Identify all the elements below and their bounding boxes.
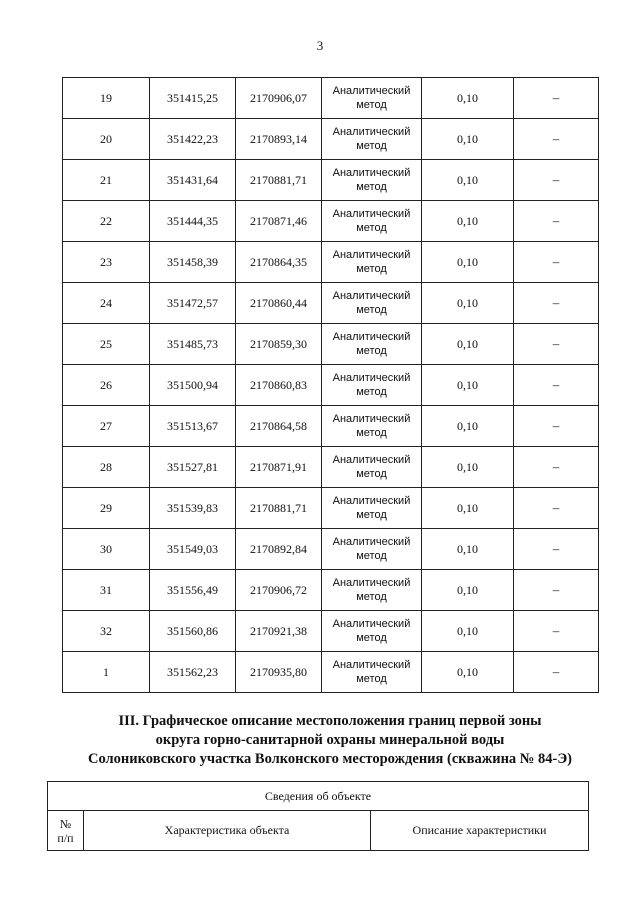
point-number-cell: 26 — [63, 365, 150, 406]
section-heading-line-3: Солониковского участка Волконского месторождения (скважина № 84-Э) — [88, 751, 572, 767]
method-text: Аналитический — [332, 413, 411, 425]
method-cell — [322, 283, 422, 324]
x-coordinate-cell: 351431,64 — [150, 160, 236, 201]
table-row — [63, 529, 599, 570]
accuracy-cell: 0,10 — [422, 447, 514, 488]
method-text: метод — [356, 632, 387, 644]
method-text: метод — [356, 304, 387, 316]
method-text: Аналитический — [332, 659, 411, 671]
col-number-line-1: № — [59, 816, 72, 831]
method-cell — [322, 201, 422, 242]
dash-cell: – — [514, 242, 599, 283]
method-cell — [322, 78, 422, 119]
x-coordinate-cell: 351549,03 — [150, 529, 236, 570]
y-coordinate-cell: 2170871,46 — [236, 201, 322, 242]
method-text: Аналитический — [332, 495, 411, 507]
method-text: метод — [356, 386, 387, 398]
dash-cell: – — [514, 119, 599, 160]
method-text: Аналитический — [332, 249, 411, 261]
method-text: метод — [356, 222, 387, 234]
table-row — [63, 447, 599, 488]
method-text: метод — [356, 99, 387, 111]
y-coordinate-cell: 2170864,35 — [236, 242, 322, 283]
accuracy-cell: 0,10 — [422, 283, 514, 324]
method-text: метод — [356, 509, 387, 521]
x-coordinate-cell: 351513,67 — [150, 406, 236, 447]
method-cell — [322, 447, 422, 488]
dash-cell: – — [514, 160, 599, 201]
y-coordinate-cell: 2170881,71 — [236, 488, 322, 529]
dash-cell: – — [514, 283, 599, 324]
accuracy-cell: 0,10 — [422, 406, 514, 447]
method-cell — [322, 324, 422, 365]
accuracy-cell: 0,10 — [422, 242, 514, 283]
accuracy-cell: 0,10 — [422, 570, 514, 611]
y-coordinate-cell: 2170906,07 — [236, 78, 322, 119]
point-number-cell: 28 — [63, 447, 150, 488]
dash-cell: – — [514, 78, 599, 119]
y-coordinate-cell: 2170860,44 — [236, 283, 322, 324]
method-text: метод — [356, 427, 387, 439]
x-coordinate-cell: 351562,23 — [150, 652, 236, 693]
dash-cell: – — [514, 529, 599, 570]
method-text: Аналитический — [332, 167, 411, 179]
method-text: Аналитический — [332, 290, 411, 302]
col-characteristic-header: Характеристика объекта — [84, 811, 371, 851]
coordinates-table — [62, 77, 599, 693]
method-text: метод — [356, 263, 387, 275]
accuracy-cell: 0,10 — [422, 119, 514, 160]
page-number: 3 — [316, 38, 324, 53]
table-row — [63, 119, 599, 160]
method-cell — [322, 119, 422, 160]
section-heading-line-2: округа горно-санитарной охраны минеральной воды — [155, 732, 505, 748]
dash-cell: – — [514, 447, 599, 488]
table-row — [63, 406, 599, 447]
table-row — [63, 283, 599, 324]
method-cell — [322, 611, 422, 652]
x-coordinate-cell: 351560,86 — [150, 611, 236, 652]
accuracy-cell: 0,10 — [422, 611, 514, 652]
point-number-cell: 29 — [63, 488, 150, 529]
point-number-cell: 32 — [63, 611, 150, 652]
point-number-cell: 25 — [63, 324, 150, 365]
method-cell — [322, 160, 422, 201]
method-text: метод — [356, 140, 387, 152]
point-number-cell: 20 — [63, 119, 150, 160]
method-text: метод — [356, 591, 387, 603]
table-row — [63, 570, 599, 611]
x-coordinate-cell: 351444,35 — [150, 201, 236, 242]
method-text: Аналитический — [332, 372, 411, 384]
point-number-cell: 21 — [63, 160, 150, 201]
y-coordinate-cell: 2170881,71 — [236, 160, 322, 201]
y-coordinate-cell: 2170893,14 — [236, 119, 322, 160]
method-cell — [322, 652, 422, 693]
method-text: метод — [356, 550, 387, 562]
point-number-cell: 22 — [63, 201, 150, 242]
table-row — [63, 324, 599, 365]
dash-cell: – — [514, 365, 599, 406]
accuracy-cell: 0,10 — [422, 529, 514, 570]
method-text: метод — [356, 673, 387, 685]
table-row — [63, 160, 599, 201]
accuracy-cell: 0,10 — [422, 201, 514, 242]
dash-cell: – — [514, 570, 599, 611]
object-info-table — [47, 781, 589, 851]
dash-cell: – — [514, 488, 599, 529]
point-number-cell: 30 — [63, 529, 150, 570]
method-cell — [322, 242, 422, 283]
point-number-cell: 19 — [63, 78, 150, 119]
x-coordinate-cell: 351422,23 — [150, 119, 236, 160]
method-cell — [322, 365, 422, 406]
x-coordinate-cell: 351527,81 — [150, 447, 236, 488]
dash-cell: – — [514, 324, 599, 365]
x-coordinate-cell: 351415,25 — [150, 78, 236, 119]
dash-cell: – — [514, 611, 599, 652]
section-heading — [40, 712, 620, 769]
dash-cell: – — [514, 652, 599, 693]
dash-cell: – — [514, 406, 599, 447]
y-coordinate-cell: 2170921,38 — [236, 611, 322, 652]
col-description-header: Описание характеристики — [371, 811, 589, 851]
method-text: метод — [356, 345, 387, 357]
point-number-cell: 31 — [63, 570, 150, 611]
method-text: Аналитический — [332, 577, 411, 589]
method-text: Аналитический — [332, 126, 411, 138]
table-row — [63, 201, 599, 242]
method-cell — [322, 529, 422, 570]
method-text: метод — [356, 468, 387, 480]
method-text: Аналитический — [332, 536, 411, 548]
table-row — [63, 242, 599, 283]
point-number-cell: 23 — [63, 242, 150, 283]
point-number-cell: 27 — [63, 406, 150, 447]
y-coordinate-cell: 2170892,84 — [236, 529, 322, 570]
method-cell — [322, 570, 422, 611]
accuracy-cell: 0,10 — [422, 365, 514, 406]
x-coordinate-cell: 351500,94 — [150, 365, 236, 406]
table-row — [63, 611, 599, 652]
accuracy-cell: 0,10 — [422, 488, 514, 529]
method-text: метод — [356, 181, 387, 193]
accuracy-cell: 0,10 — [422, 78, 514, 119]
y-coordinate-cell: 2170864,58 — [236, 406, 322, 447]
dash-cell: – — [514, 201, 599, 242]
x-coordinate-cell: 351458,39 — [150, 242, 236, 283]
method-text: Аналитический — [332, 85, 411, 97]
x-coordinate-cell: 351539,83 — [150, 488, 236, 529]
point-number-cell: 1 — [63, 652, 150, 693]
accuracy-cell: 0,10 — [422, 324, 514, 365]
y-coordinate-cell: 2170859,30 — [236, 324, 322, 365]
method-text: Аналитический — [332, 331, 411, 343]
y-coordinate-cell: 2170860,83 — [236, 365, 322, 406]
section-heading-line-1: III. Графическое описание местоположения границ первой зоны — [118, 713, 542, 729]
x-coordinate-cell: 351485,73 — [150, 324, 236, 365]
x-coordinate-cell: 351472,57 — [150, 283, 236, 324]
col-number-line-2: п/п — [57, 830, 74, 845]
method-cell — [322, 406, 422, 447]
object-info-header: Сведения об объекте — [48, 782, 589, 811]
method-cell — [322, 488, 422, 529]
col-number-header — [48, 811, 84, 851]
method-text: Аналитический — [332, 618, 411, 630]
method-text: Аналитический — [332, 208, 411, 220]
table-row — [63, 488, 599, 529]
y-coordinate-cell: 2170871,91 — [236, 447, 322, 488]
method-text: Аналитический — [332, 454, 411, 466]
accuracy-cell: 0,10 — [422, 652, 514, 693]
y-coordinate-cell: 2170906,72 — [236, 570, 322, 611]
y-coordinate-cell: 2170935,80 — [236, 652, 322, 693]
accuracy-cell: 0,10 — [422, 160, 514, 201]
table-row — [63, 652, 599, 693]
x-coordinate-cell: 351556,49 — [150, 570, 236, 611]
table-row — [63, 365, 599, 406]
point-number-cell: 24 — [63, 283, 150, 324]
table-row — [63, 78, 599, 119]
